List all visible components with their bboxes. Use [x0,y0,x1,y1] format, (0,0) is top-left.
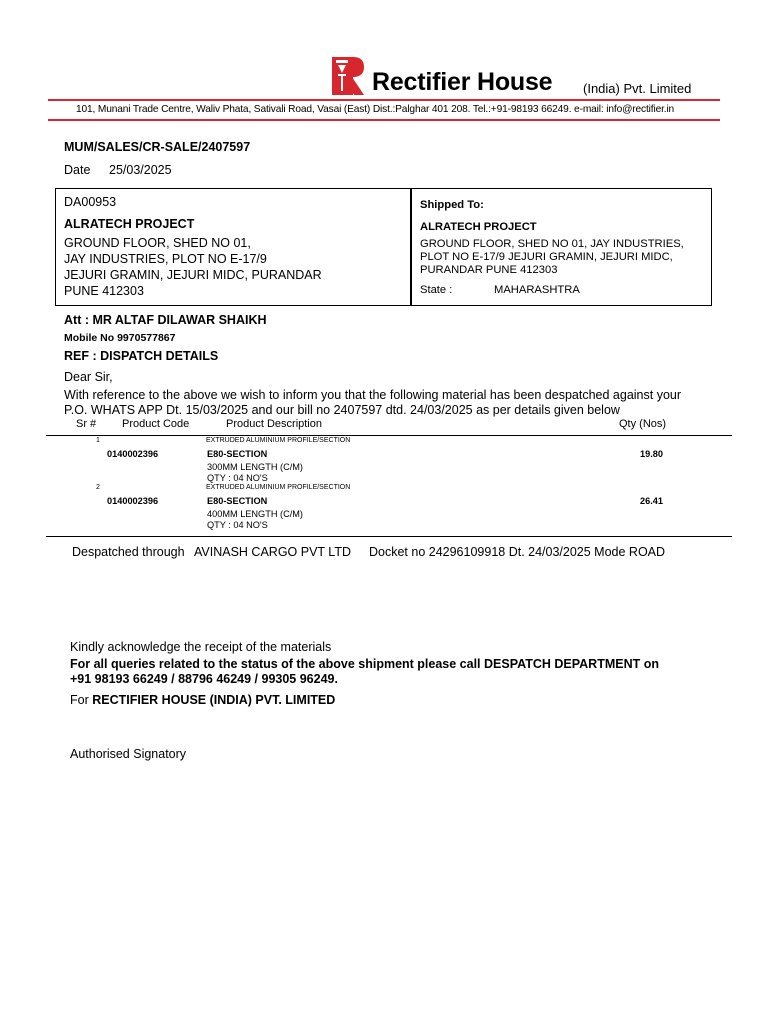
for-company: RECTIFIER HOUSE (INDIA) PVT. LIMITED [92,693,336,707]
ship-to-line: GROUND FLOOR, SHED NO 01, JAY INDUSTRIES, [420,238,684,250]
for-line [70,693,335,707]
shipped-to-label: Shipped To: [420,199,484,211]
header-rule-top [48,99,720,101]
header-rule-bottom [48,119,720,121]
row-category: EXTRUDED ALUMINIUM PROFILE/SECTION [206,437,351,444]
ship-to-name: ALRATECH PROJECT [420,221,537,233]
row-product-code: 0140002396 [107,496,159,506]
authorised-signatory: Authorised Signatory [70,747,187,761]
dispatch-label: Despatched through [72,545,185,559]
dispatch-docket: Docket no 24296109918 Dt. 24/03/2025 Mode ROAD [369,545,666,559]
row-product-name: E80-SECTION [207,449,268,459]
query-line-1: For all queries related to the status of the above shipment please call DESPATCH DEPARTMENT on [70,657,659,671]
address-box-divider [410,189,412,306]
state-label: State : [420,284,453,296]
date-value: 25/03/2025 [109,163,172,177]
customer-code: DA00953 [64,195,117,209]
row-product-name: E80-SECTION [207,496,268,506]
row-product-code: 0140002396 [107,449,159,459]
dispatch-carrier: AVINASH CARGO PVT LTD [194,545,351,559]
subject-reference: REF : DISPATCH DETAILS [64,349,219,363]
acknowledge-line: Kindly acknowledge the receipt of the materials [70,640,332,654]
column-header-desc: Product Description [226,418,322,430]
date-label: Date [64,163,91,177]
query-line-2: +91 98193 66249 / 88796 46249 / 99305 96249. [70,672,338,686]
row-detail: QTY : 04 NO'S [207,473,268,483]
bill-to-name: ALRATECH PROJECT [64,217,195,231]
state-value: MAHARASHTRA [494,284,580,296]
column-header-sr: Sr # [76,418,97,430]
column-header-qty: Qty (Nos) [619,418,667,430]
reference-number: MUM/SALES/CR-SALE/2407597 [64,140,251,154]
row-detail: 400MM LENGTH (C/M) [207,509,303,519]
ship-to-line: PLOT NO E-17/9 JEJURI GRAMIN, JEJURI MIDC, [420,251,673,263]
bill-to-line: JEJURI GRAMIN, JEJURI MIDC, PURANDAR [64,268,322,282]
body-line-2: P.O. WHATS APP Dt. 15/03/2025 and our bill no 2407597 dtd. 24/03/2025 as per details given below [64,403,620,417]
row-qty: 19.80 [640,449,663,459]
row-category: EXTRUDED ALUMINIUM PROFILE/SECTION [206,484,351,491]
bill-to-line: PUNE 412303 [64,284,144,298]
attention-line: Att : MR ALTAF DILAWAR SHAIKH [64,313,267,327]
table-rule-top [46,435,732,436]
company-name: Rectifier House [372,68,553,96]
row-detail: 300MM LENGTH (C/M) [207,462,303,472]
ship-to-line: PURANDAR PUNE 412303 [420,264,558,276]
bill-to-line: GROUND FLOOR, SHED NO 01, [64,236,251,250]
mobile-number: Mobile No 9970577867 [64,332,176,344]
company-suffix: (India) Pvt. Limited [583,81,692,96]
body-line-1: With reference to the above we wish to inform you that the following material has been despatched against your [64,388,682,402]
row-qty: 26.41 [640,496,663,506]
rh-logo-icon [332,57,364,95]
salutation: Dear Sir, [64,370,113,384]
bill-to-line: JAY INDUSTRIES, PLOT NO E-17/9 [64,252,267,266]
row-detail: QTY : 04 NO'S [207,520,268,530]
row-sr: 1 [96,437,100,444]
for-prefix: For [70,693,89,707]
column-header-code: Product Code [122,418,190,430]
row-sr: 2 [96,484,100,491]
company-address: 101, Munani Trade Centre, Waliv Phata, Sativali Road, Vasai (East) Dist.:Palghar 401 208. Tel.:+91-98193 66249. e-mail: info@rectifier.in [76,104,675,115]
table-rule-bottom [46,536,732,537]
